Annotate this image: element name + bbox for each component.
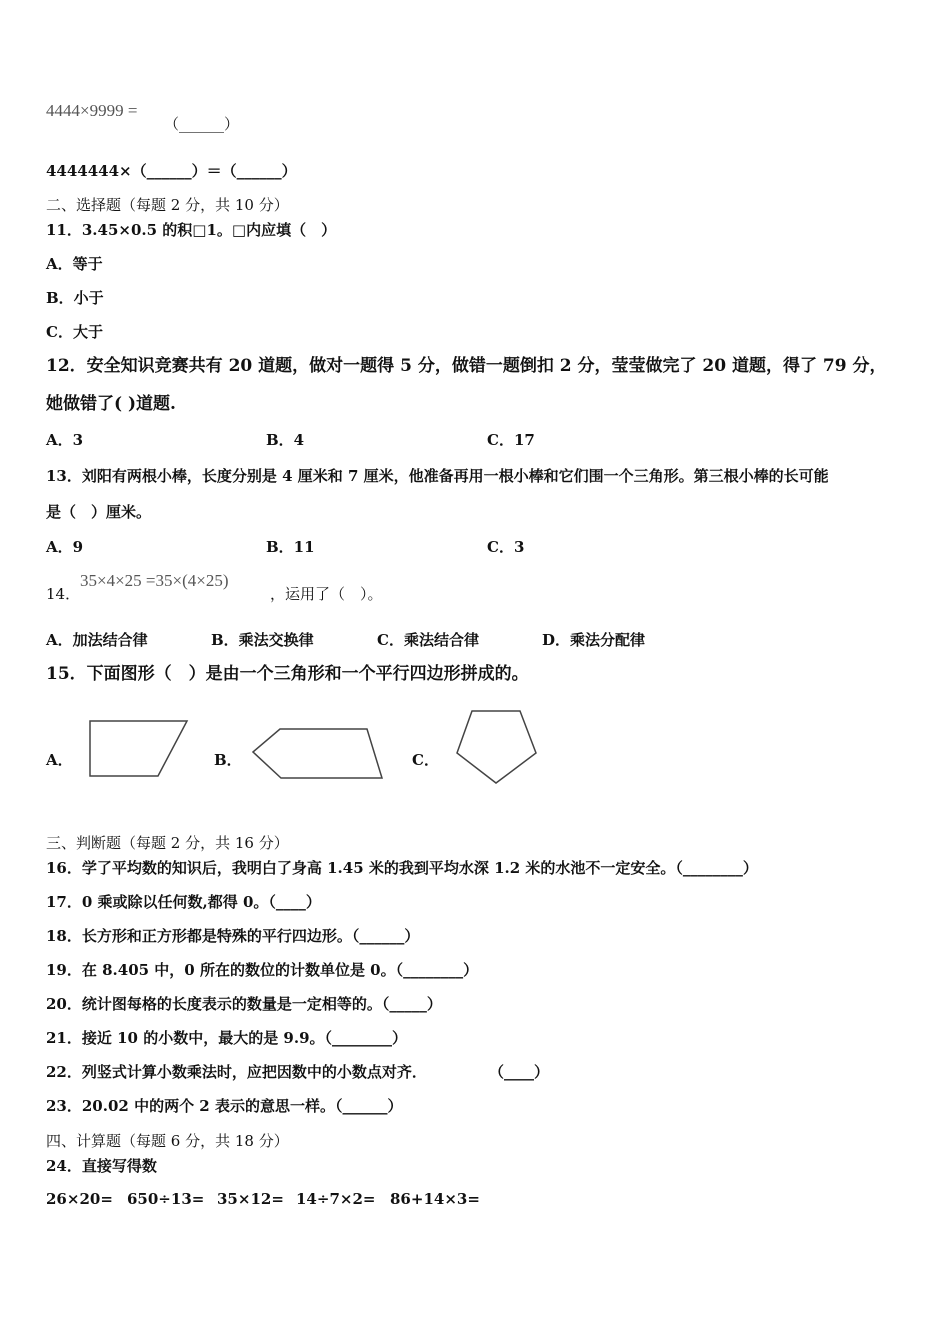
question-21: 21．接近 10 的小数中，最大的是 9.9。（________）	[46, 1029, 408, 1047]
question-14-number: 14．	[46, 585, 81, 603]
question-12-line1: 12．安全知识竞赛共有 20 道题，做对一题得 5 分，做错一题倒扣 2 分，莹莹做完了 20 道题，得了 79 分，	[46, 356, 887, 376]
calc-item: 35×12=	[217, 1190, 284, 1208]
option-a: A．等于	[46, 255, 103, 273]
section-heading: 四、计算题（每题 6 分，共 18 分）	[46, 1132, 289, 1150]
question-13-line2: 是（ ）厘米。	[46, 503, 152, 521]
option-c: C．大于	[46, 323, 103, 341]
answer-blank: （______）	[164, 115, 240, 133]
option-b: B．小于	[46, 289, 104, 307]
question-11: 11．3.45×0.5 的积□1。□内应填（ ）	[46, 221, 337, 239]
fill-line: 4444444×（______）＝（______）	[46, 162, 297, 180]
question-16: 16．学了平均数的知识后，我明白了身高 1.45 米的我到平均水深 1.2 米的水池不一定安全。（________）	[46, 859, 758, 877]
question-24: 24．直接写得数	[46, 1157, 157, 1175]
option-b: B．	[214, 751, 242, 769]
math-expression: 35×4×25 =35×(4×25)	[80, 571, 229, 590]
option-b: B．乘法交换律	[211, 631, 314, 649]
calc-item: 650÷13=	[127, 1190, 205, 1208]
question-22: 22．列竖式计算小数乘法时，应把因数中的小数点对齐．	[46, 1063, 427, 1081]
question-20: 20．统计图每格的长度表示的数量是一定相等的。（_____）	[46, 995, 442, 1013]
section-heading: 二、选择题（每题 2 分，共 10 分）	[46, 196, 289, 214]
option-c: C．3	[487, 538, 525, 556]
calc-item: 26×20=	[46, 1190, 113, 1208]
option-a: A．3	[46, 431, 84, 449]
question-17: 17．0 乘或除以任何数,都得 0。（____）	[46, 893, 321, 911]
math-expression: 4444×9999 =	[46, 101, 138, 120]
option-b: B．11	[266, 538, 315, 556]
question-13-line1: 13．刘阳有两根小棒，长度分别是 4 厘米和 7 厘米，他准备再用一根小棒和它们围一个三角形。第三根小棒的长可能	[46, 467, 829, 485]
pentagon-figure	[250, 726, 386, 782]
section-heading: 三、判断题（每题 2 分，共 16 分）	[46, 834, 289, 852]
option-d: D．乘法分配律	[542, 631, 646, 649]
option-c: C．17	[487, 431, 535, 449]
question-18: 18．长方形和正方形都是特殊的平行四边形。（______）	[46, 927, 420, 945]
calc-item: 86+14×3=	[390, 1190, 480, 1208]
answer-blank: （____）	[489, 1063, 550, 1081]
calc-item: 14÷7×2=	[296, 1190, 376, 1208]
trapezoid-figure	[86, 718, 190, 780]
question-19: 19．在 8.405 中，0 所在的数位的计数单位是 0。（________）	[46, 961, 479, 979]
question-12-line2: 她做错了( )道题.	[46, 394, 176, 414]
question-15: 15．下面图形（ ）是由一个三角形和一个平行四边形拼成的。	[46, 664, 529, 684]
option-c: C．乘法结合律	[377, 631, 479, 649]
option-c: C．	[412, 751, 439, 769]
regular-pentagon-figure	[454, 707, 540, 787]
question-14-tail: ，运用了（ ）。	[270, 585, 383, 603]
option-a: A．加法结合律	[46, 631, 148, 649]
option-a: A．	[46, 751, 73, 769]
option-b: B．4	[266, 431, 305, 449]
option-a: A．9	[46, 538, 84, 556]
question-23: 23．20.02 中的两个 2 表示的意思一样。（______）	[46, 1097, 403, 1115]
